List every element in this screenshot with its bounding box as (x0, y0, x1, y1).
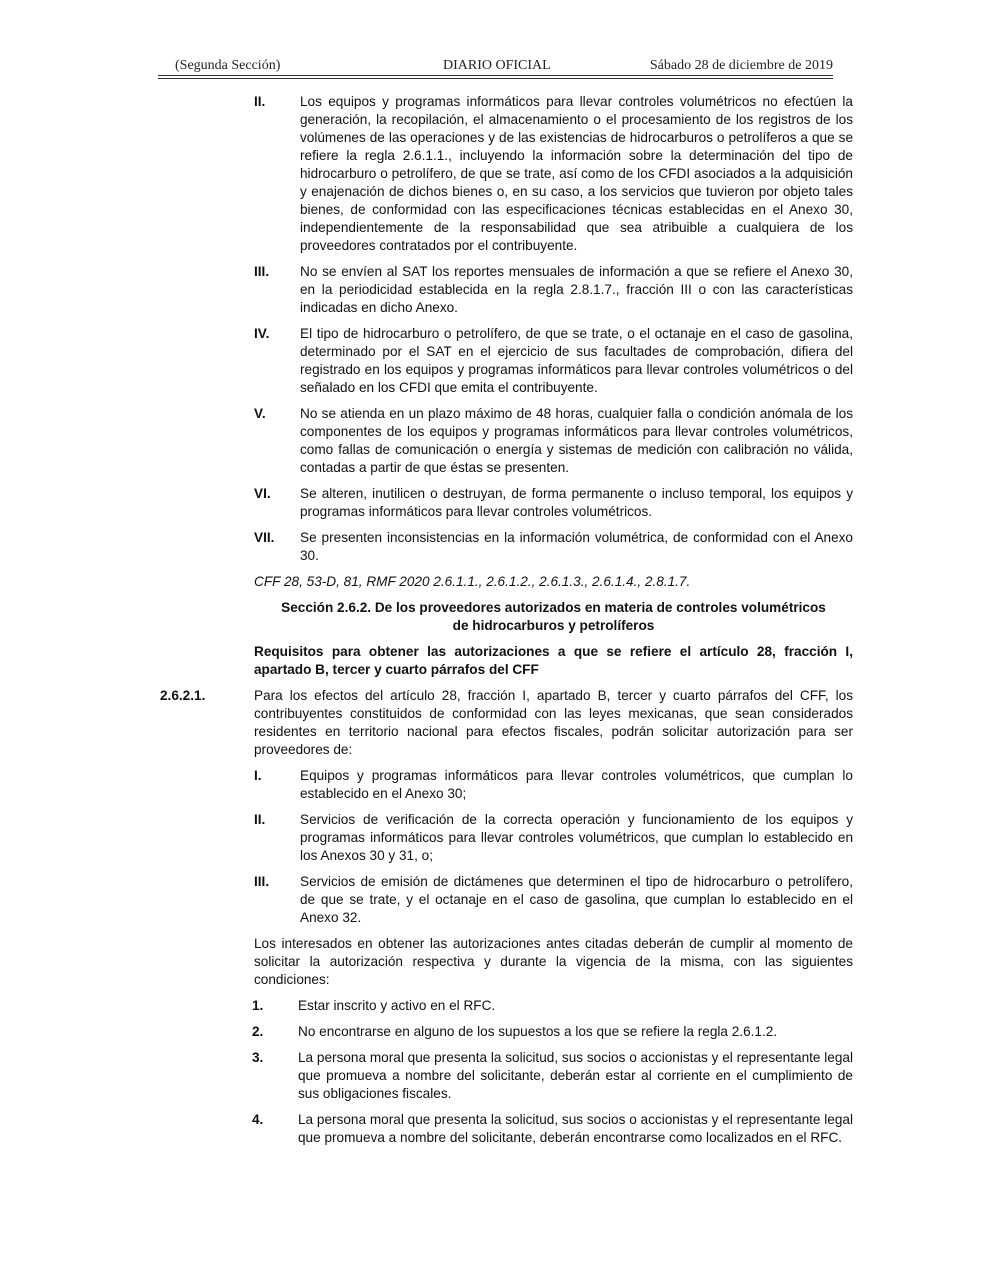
rule-text: Para los efectos del artículo 28, fracción I, apartado B, tercer y cuarto párrafos del CFF, los contribuyentes constituidos de conformidad con las leyes mexicanas, que sean considerados residentes en territorio nacional para efectos fiscales, podrán solicitar autorización para ser proveedores de: (254, 688, 853, 757)
rule-paragraph (0, 687, 990, 759)
item-number: VI. (254, 486, 271, 501)
item-text: No se atienda en un plazo máximo de 48 horas, cualquier falla o condición anómala de los componentes de los equipos y programas informáticos para llevar controles volumétricos, como fallas de comunicación o energía y sistemas de medición con calibración no válida, contadas a partir de que éstas se presenten. (300, 406, 853, 475)
section-title-line: de hidrocarburos y petrolíferos (452, 618, 655, 633)
list-item (254, 93, 853, 255)
condition-number: 3. (252, 1050, 264, 1065)
condition-item (252, 1023, 853, 1041)
list-item (254, 405, 853, 477)
item-text: No se envíen al SAT los reportes mensuales de información a que se refiere el Anexo 30, en la periodicidad establecida en la regla 2.8.1.7., fracción III o con las características indicadas en dicho Anexo. (300, 264, 853, 315)
condition-item (252, 997, 853, 1015)
list-item (254, 325, 853, 397)
item-number: IV. (254, 326, 270, 341)
section-title-line: Sección 2.6.2. De los proveedores autorizados en materia de controles volumétricos (281, 600, 826, 615)
item-number: VII. (254, 530, 275, 545)
list-item (254, 529, 853, 565)
condition-item (252, 1111, 853, 1147)
item-number: III. (254, 874, 270, 889)
item-number: I. (254, 768, 262, 783)
header-rule-bottom (158, 78, 833, 79)
header-section: (Segunda Sección) (175, 58, 281, 73)
item-text: Servicios de verificación de la correcta operación y funcionamiento de los equipos y programas informáticos para llevar controles volumétricos, que cumplan lo establecido en los Anexos 30 y 31, o; (300, 812, 853, 863)
rule-number: 2.6.2.1. (160, 688, 206, 703)
item-text: Servicios de emisión de dictámenes que determinen el tipo de hidrocarburo o petrolífero, de que se trate, y el octanaje en el caso de gasolina, que cumplan lo establecido en el Anexo 32. (300, 874, 853, 925)
header-publication: DIARIO OFICIAL (443, 58, 551, 73)
item-number: II. (254, 94, 266, 109)
list-item (254, 767, 853, 803)
item-number: V. (254, 406, 266, 421)
item-text: Se presenten inconsistencias en la información volumétrica, de conformidad con el Anexo 30. (300, 530, 853, 563)
header-rule-top (158, 75, 833, 76)
condition-number: 2. (252, 1024, 264, 1039)
list-item (254, 485, 853, 521)
item-number: III. (254, 264, 270, 279)
section-title (254, 599, 853, 635)
item-text: Equipos y programas informáticos para llevar controles volumétricos, que cumplan lo establecido en el Anexo 30; (300, 768, 853, 801)
condition-text: La persona moral que presenta la solicitud, sus socios o accionistas y el representante legal que promueva a nombre del solicitante, deberán estar al corriente en el cumplimiento de sus obligaciones fiscales. (298, 1050, 853, 1101)
legal-citation: CFF 28, 53-D, 81, RMF 2020 2.6.1.1., 2.6.1.2., 2.6.1.3., 2.6.1.4., 2.8.1.7. (254, 574, 691, 589)
list-item (254, 873, 853, 927)
item-text: Los equipos y programas informáticos para llevar controles volumétricos no efectúen la generación, la recopilación, el almacenamiento o el procesamiento de los registros de los volúmenes de las operaciones y de las existencias de hidrocarburos o petrolíferos a que se refiere la regla 2.6.1.1., incluyendo la información sobre la determinación del tipo de hidrocarburo o petrolífero, de que se trate, así como de los CFDI asociados a la adquisición y enajenación de dichos bienes o, en su caso, a los servicios que tuvieron por objeto tales bienes, de conformidad con las especificaciones técnicas establecidas en el Anexo 30, independientemente de la responsabilidad que sea atribuible a cualquiera de los proveedores contratados por el contribuyente. (300, 94, 853, 253)
condition-text: Estar inscrito y activo en el RFC. (298, 998, 496, 1013)
condition-text: No encontrarse en alguno de los supuestos a los que se refiere la regla 2.6.1.2. (298, 1024, 778, 1039)
rule-heading: Requisitos para obtener las autorizaciones a que se refiere el artículo 28, fracción I, apartado B, tercer y cuarto párrafos del CFF (254, 644, 853, 677)
item-number: II. (254, 812, 266, 827)
condition-number: 4. (252, 1112, 264, 1127)
condition-item (252, 1049, 853, 1103)
conditions-intro: Los interesados en obtener las autorizaciones antes citadas deberán de cumplir al momento de solicitar la autorización respectiva y durante la vigencia de la misma, con las siguientes condiciones: (254, 936, 853, 987)
item-text: Se alteren, inutilicen o destruyan, de forma permanente o incluso temporal, los equipos y programas informáticos para llevar controles volumétricos. (300, 486, 853, 519)
document-body (0, 93, 990, 1155)
condition-number: 1. (252, 998, 264, 1013)
condition-text: La persona moral que presenta la solicitud, sus socios o accionistas y el representante legal que promueva a nombre del solicitante, deberán encontrarse como localizados en el RFC. (298, 1112, 853, 1145)
header-date: Sábado 28 de diciembre de 2019 (649, 58, 833, 73)
item-text: El tipo de hidrocarburo o petrolífero, de que se trate, o el octanaje en el caso de gasolina, determinado por el SAT en el ejercicio de sus facultades de comprobación, difiera del registrado en los equipos y programas informáticos para llevar controles volumétricos o del señalado en los CFDI que emita el contribuyente. (300, 326, 853, 395)
list-item (254, 811, 853, 865)
list-item (254, 263, 853, 317)
